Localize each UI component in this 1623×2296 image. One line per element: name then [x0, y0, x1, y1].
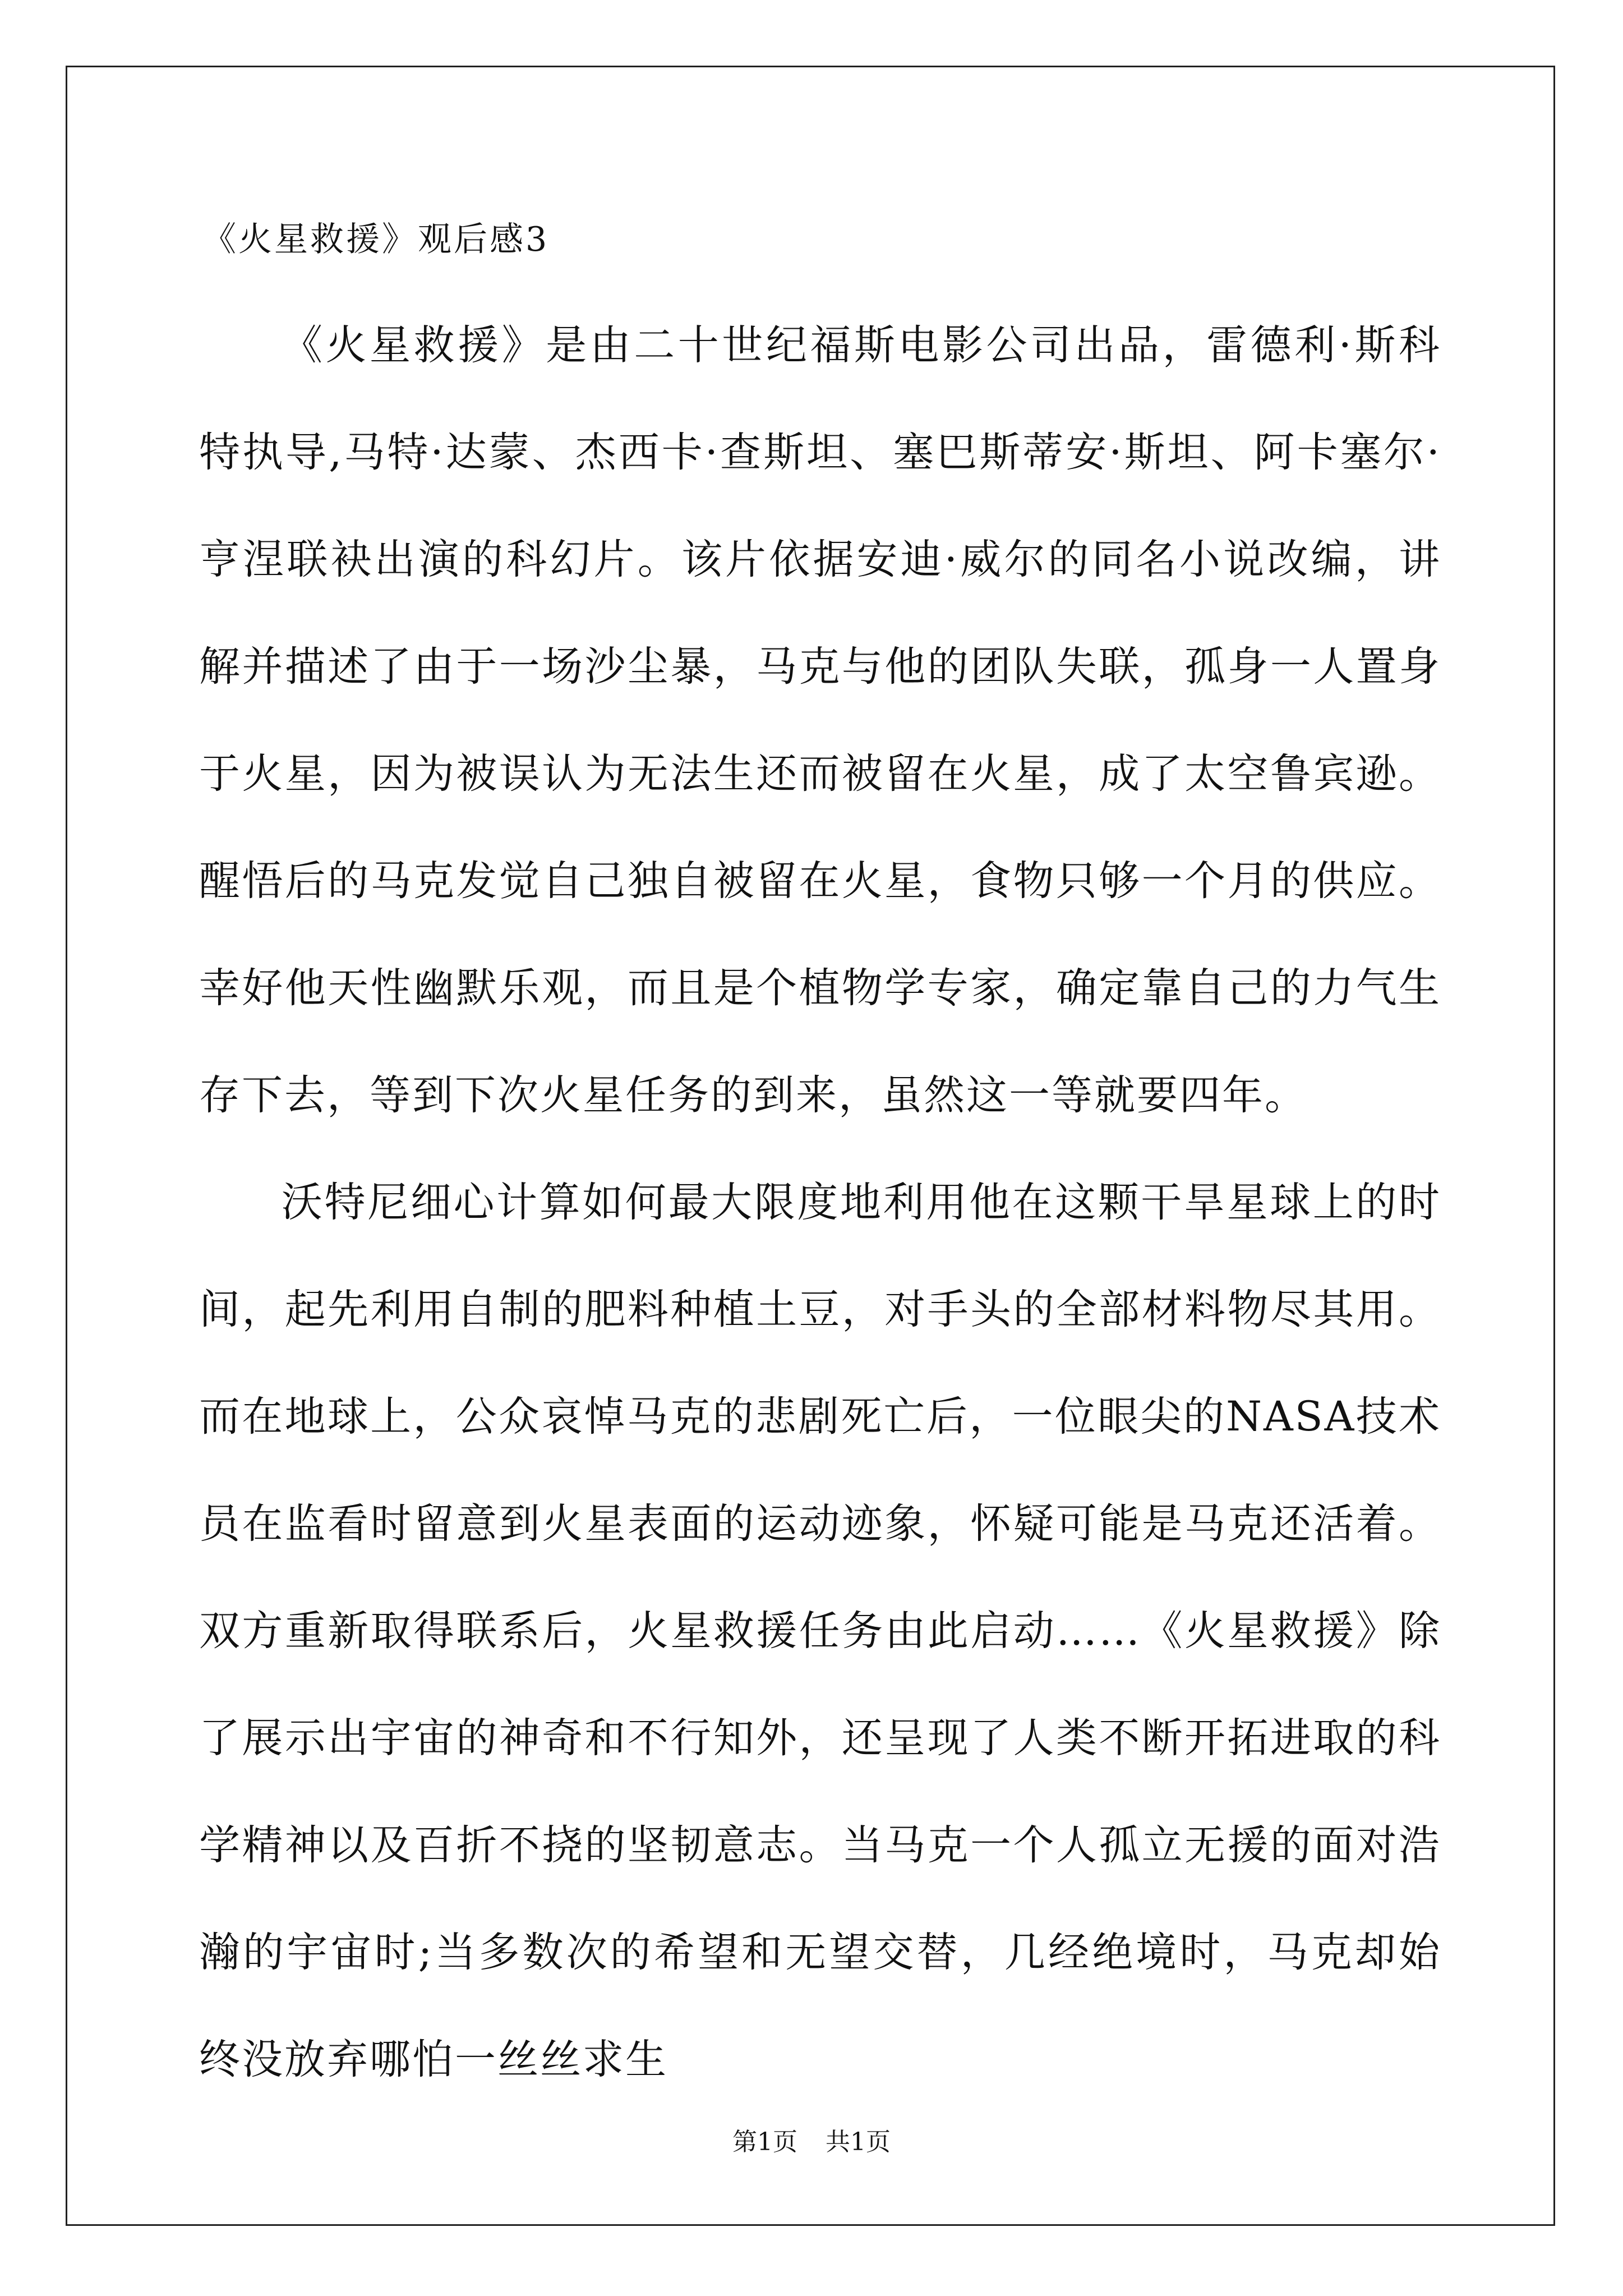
page-total: 共1页: [826, 2128, 891, 2156]
paragraph-1: 《火星救援》是由二十世纪福斯电影公司出品，雷德利·斯科特执导,马特·达蒙、杰西卡·查斯坦、塞巴斯蒂安·斯坦、阿卡塞尔·亨涅联袂出演的科幻片。该片依据安迪·威尔的同名小说改编，讲解并描述了由于一场沙尘暴，马克与他的团队失联，孤身一人置身于火星，因为被误认为无法生还而被留在火星，成了太空鲁宾逊。醒悟后的马克发觉自己独自被留在火星，食物只够一个月的供应。幸好他天性幽默乐观，而且是个植物学专家，确定靠自己的力气生存下去，等到下次火星任务的到来，虽然这一等就要四年。: [199, 321, 1441, 1119]
page-number: 第1页: [732, 2128, 797, 2156]
page-footer: [0, 2130, 1623, 2155]
paragraph-2: 沃特尼细心计算如何最大限度地利用他在这颗干旱星球上的时间，起先利用自制的肥料种植土豆，对手头的全部材料物尽其用。而在地球上，公众哀悼马克的悲剧死亡后，一位眼尖的NASA技术员在监看时留意到火星表面的运动迹象，怀疑可能是马克还活着。双方重新取得联系后，火星救援任务由此启动……《火星救援》除了展示出宇宙的神奇和不行知外，还呈现了人类不断开拓进取的科学精神以及百折不挠的坚韧意志。当马克一个人孤立无援的面对浩瀚的宇宙时;当多数次的希望和无望交替，几经绝境时，马克却始终没放弃哪怕一丝丝求生: [199, 1179, 1441, 2083]
document-title: 《火星救援》观后感3: [202, 220, 550, 259]
document-body: [199, 292, 1441, 2113]
